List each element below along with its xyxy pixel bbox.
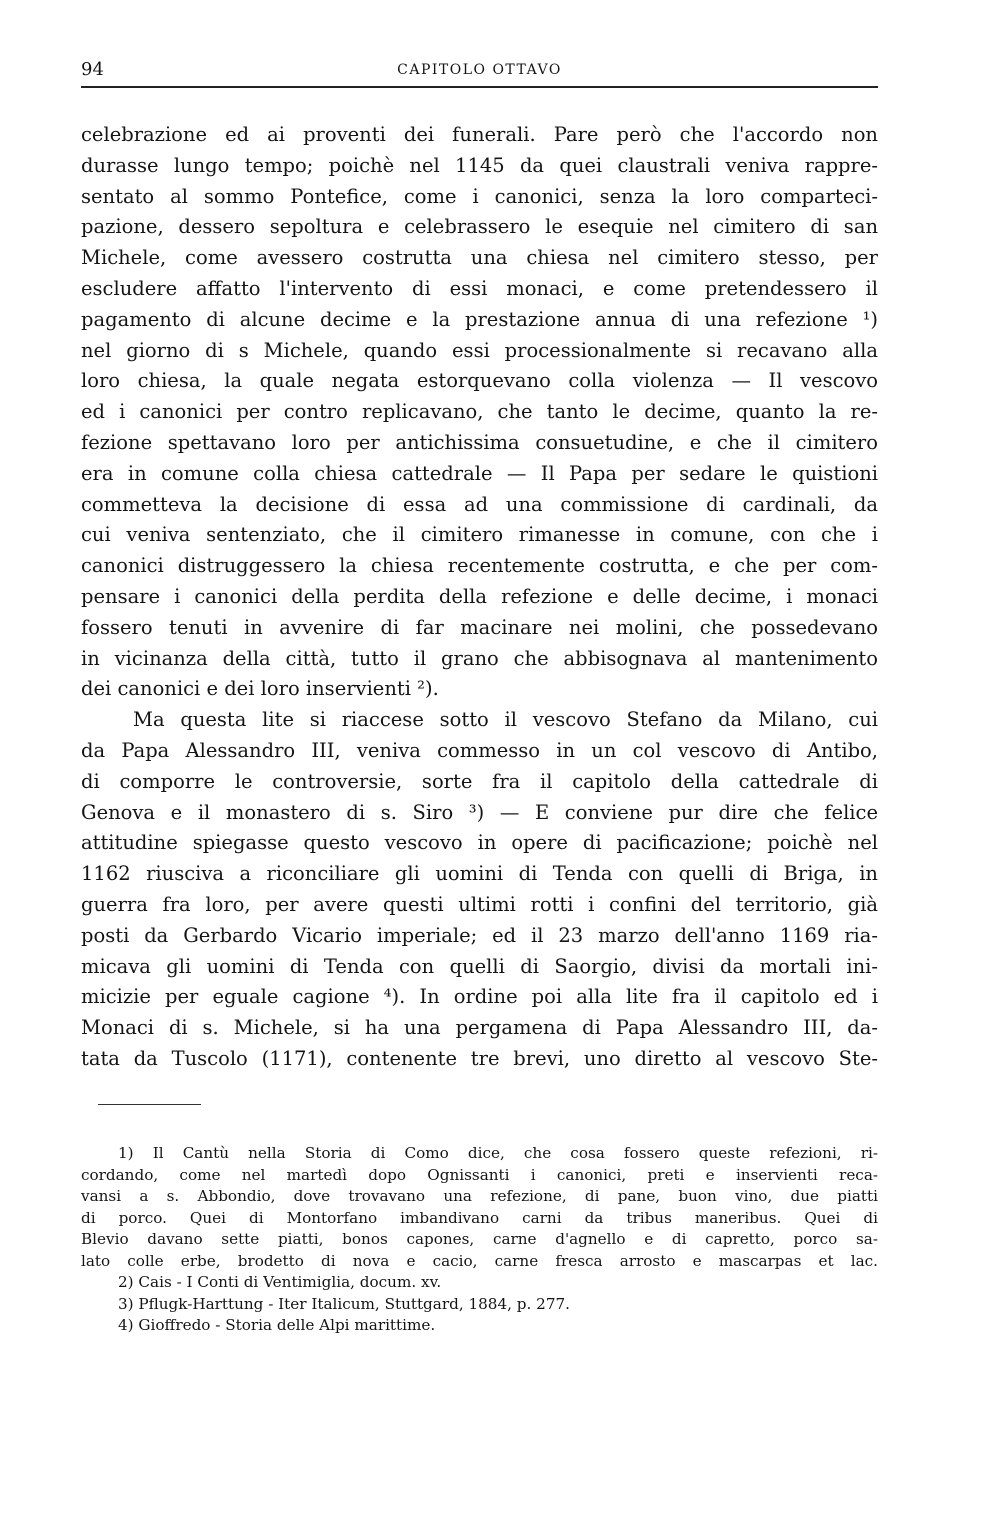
text-line: nel giorno di s Michele, quando essi processionalmente si recavano alla <box>81 338 878 362</box>
text-line: fossero tenuti in avvenire di far macinare nei molini, che possedevano <box>81 615 878 639</box>
text-line: commetteva la decisione di essa ad una commissione di cardinali, da <box>81 492 878 516</box>
running-head: CAPITOLO OTTAVO <box>397 62 562 78</box>
text-line: sentato al sommo Pontefice, come i canonici, senza la loro comparteci- <box>81 184 878 208</box>
text-line: loro chiesa, la quale negata estorquevano colla violenza — Il vescovo <box>81 369 878 393</box>
text-line: di comporre le controversie, sorte fra il capitolo della cattedrale di <box>81 769 878 793</box>
text-line: era in comune colla chiesa cattedrale — Il Papa per sedare le quistioni <box>81 461 878 485</box>
text-line: durasse lungo tempo; poichè nel 1145 da quei claustrali veniva rappre- <box>81 153 878 177</box>
footnote-line: lato colle erbe, brodetto di nova e cacio, carne fresca arrosto e mascarpas et lac. <box>81 1251 878 1270</box>
text-line: celebrazione ed ai proventi dei funerali. Pare però che l'accordo non <box>81 123 878 146</box>
page-header <box>81 60 878 80</box>
text-line: Michele, come avessero costrutta una chiesa nel cimitero stesso, per <box>81 246 878 270</box>
text-line: micizie per eguale cagione ⁴). In ordine poi alla lite fra il capitolo ed i <box>81 985 878 1009</box>
text-line: Genova e il monastero di s. Siro ³) — E conviene pur dire che felice <box>81 800 878 824</box>
footnote-rule <box>98 1104 201 1105</box>
footnote-reference: 2) Cais - I Conti di Ventimiglia, docum. xv. <box>118 1273 442 1291</box>
text-line: dei canonici e dei loro inservienti ²). <box>81 677 439 701</box>
text-line: Monaci di s. Michele, si ha una pergamena di Papa Alessandro III, da- <box>81 1016 878 1040</box>
text-line: guerra fra loro, per avere questi ultimi rotti i confini del territorio, già <box>81 892 878 916</box>
footnote-line: 1) Il Cantù nella Storia di Como dice, che cosa fossero queste refezioni, ri- <box>118 1144 878 1162</box>
page-number: 94 <box>81 59 104 80</box>
text-line: tata da Tuscolo (1171), contenente tre brevi, uno diretto al vescovo Ste- <box>81 1046 878 1070</box>
text-line: escludere affatto l'intervento di essi monaci, e come pretendessero il <box>81 276 878 300</box>
body-text <box>81 120 878 1075</box>
footnote-line: cordando, come nel martedì dopo Ognissanti i canonici, preti e inservienti reca- <box>81 1165 878 1184</box>
footnote-line: vansi a s. Abbondio, dove trovavano una refezione, di pane, buon vino, due piatti <box>81 1187 878 1205</box>
text-line: in vicinanza della città, tutto il grano che abbisognava al mantenimento <box>81 646 878 670</box>
text-line: pensare i canonici della perdita della refezione e delle decime, i monaci <box>81 584 878 608</box>
text-line: posti da Gerbardo Vicario imperiale; ed il 23 marzo dell'anno 1169 ria- <box>81 923 878 947</box>
footnotes <box>81 1143 878 1337</box>
footnote-reference: 4) Gioffredo - Storia delle Alpi marittime. <box>118 1316 436 1334</box>
text-line: fezione spettavano loro per antichissima consuetudine, e che il cimitero <box>81 430 878 454</box>
text-line: 1162 riusciva a riconciliare gli uomini di Tenda con quelli di Briga, in <box>81 862 878 886</box>
text-line: cui veniva sentenziato, che il cimitero rimanesse in comune, con che i <box>81 523 878 547</box>
text-line: attitudine spiegasse questo vescovo in opere di pacificazione; poichè nel <box>81 831 878 855</box>
footnote-reference: 3) Pflugk-Harttung - Iter Italicum, Stuttgard, 1884, p. 277. <box>118 1294 570 1313</box>
paragraph-start-line: Ma questa lite si riaccese sotto il vescovo Stefano da Milano, cui <box>133 708 878 732</box>
footnote-line: Blevio davano sette piatti, bonos capones, carne d'agnello e di capretto, porco sa- <box>81 1230 878 1248</box>
header-rule <box>81 86 878 88</box>
text-line: pazione, dessero sepoltura e celebrassero le esequie nel cimitero di san <box>81 215 878 239</box>
footnote-line: di porco. Quei di Montorfano imbandivano carni da tribus maneribus. Quei di <box>81 1208 878 1227</box>
text-line: micava gli uomini di Tenda con quelli di Saorgio, divisi da mortali ini- <box>81 954 878 978</box>
text-line: pagamento di alcune decime e la prestazione annua di una refezione ¹) <box>81 307 878 331</box>
text-line: ed i canonici per contro replicavano, che tanto le decime, quanto la re- <box>81 400 878 424</box>
text-line: canonici distruggessero la chiesa recentemente costrutta, e che per com- <box>81 554 878 578</box>
text-line: da Papa Alessandro III, veniva commesso in un col vescovo di Antibo, <box>81 738 878 762</box>
